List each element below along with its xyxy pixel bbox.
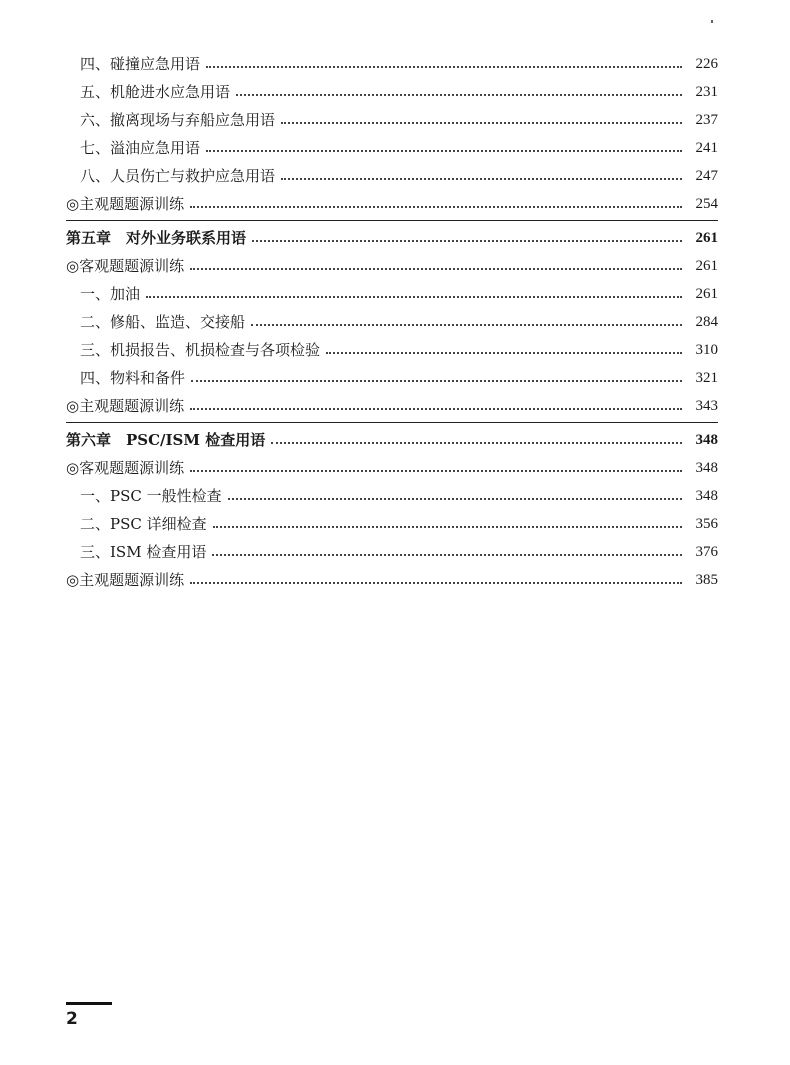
toc-entry-page: 310 (695, 342, 718, 358)
chapter-divider (66, 422, 718, 423)
toc-chapter-title: 第五章 对外业务联系用语 (66, 229, 247, 247)
dot-leader (190, 268, 682, 270)
dot-leader (212, 554, 682, 556)
dot-leader (228, 498, 682, 500)
toc-entry[interactable] (66, 106, 718, 134)
dot-leader (190, 582, 682, 584)
toc-entry-page: 241 (695, 140, 718, 156)
toc-entry-page: 226 (695, 56, 718, 72)
dot-leader (206, 150, 682, 152)
dot-leader (191, 380, 682, 382)
toc-entry[interactable] (66, 308, 718, 336)
toc-entry-page: 321 (695, 370, 718, 386)
toc-entry[interactable] (66, 482, 718, 510)
toc-entry-title: 四、物料和备件 (80, 369, 186, 387)
dot-leader (190, 470, 682, 472)
toc-section-title: ◎主观题题源训练 (66, 195, 185, 213)
toc-entry-title: 五、机舱进水应急用语 (80, 83, 231, 101)
toc-entry-title: 六、撤离现场与弃船应急用语 (80, 111, 276, 129)
toc-entry-page: 376 (695, 544, 718, 560)
toc-section[interactable] (66, 252, 718, 280)
toc-entry-page: 261 (695, 286, 718, 302)
toc-section-page: 343 (695, 398, 718, 414)
toc-entry-title: 三、机损报告、机损检查与各项检验 (80, 341, 321, 359)
dot-leader (213, 526, 682, 528)
toc-section-title: ◎主观题题源训练 (66, 397, 185, 415)
toc-entry-page: 284 (695, 314, 718, 330)
toc-entry[interactable] (66, 50, 718, 78)
dot-leader (252, 240, 682, 242)
toc-entry-page: 348 (695, 488, 718, 504)
toc-entry-title: 三、ISM 检查用语 (80, 543, 207, 561)
dot-leader (190, 206, 682, 208)
scan-speck (711, 20, 713, 23)
toc-entry[interactable] (66, 78, 718, 106)
toc-section-page: 348 (695, 460, 718, 476)
toc-entry-page: 356 (695, 516, 718, 532)
toc-section-title: ◎客观题题源训练 (66, 257, 185, 275)
toc-section-page: 261 (695, 258, 718, 274)
toc-section[interactable] (66, 454, 718, 482)
toc-entry-title: 七、溢油应急用语 (80, 139, 201, 157)
dot-leader (271, 442, 682, 444)
toc-entry-title: 二、修船、监造、交接船 (80, 313, 246, 331)
toc-section-page: 385 (695, 572, 718, 588)
page-footer (66, 1002, 112, 1029)
toc-entry-title: 八、人员伤亡与救护应急用语 (80, 167, 276, 185)
toc-entry[interactable] (66, 280, 718, 308)
toc-chapter-page: 261 (695, 230, 718, 246)
toc-section-title: ◎主观题题源训练 (66, 571, 185, 589)
dot-leader (281, 122, 682, 124)
chapter-divider (66, 220, 718, 221)
toc-section[interactable] (66, 190, 718, 218)
toc-section[interactable] (66, 566, 718, 594)
toc-entry[interactable] (66, 364, 718, 392)
toc-entry-title: 一、加油 (80, 285, 141, 303)
toc-entry[interactable] (66, 162, 718, 190)
toc-section-page: 254 (695, 196, 718, 212)
dot-leader (326, 352, 682, 354)
toc-section[interactable] (66, 392, 718, 420)
dot-leader (251, 324, 682, 326)
toc-entry[interactable] (66, 538, 718, 566)
toc-chapter-6[interactable] (66, 426, 718, 454)
toc-entry-page: 247 (695, 168, 718, 184)
toc-entry-title: 二、PSC 详细检查 (80, 515, 207, 533)
toc-entry[interactable] (66, 336, 718, 364)
dot-leader (146, 296, 682, 298)
dot-leader (236, 94, 682, 96)
toc-chapter-page: 348 (695, 432, 718, 448)
dot-leader (281, 178, 682, 180)
dot-leader (190, 408, 682, 410)
dot-leader (206, 66, 682, 68)
page-number: 2 (66, 1009, 78, 1029)
toc-entry-title: 四、碰撞应急用语 (80, 55, 201, 73)
toc-chapter-5[interactable] (66, 224, 718, 252)
toc-entry-title: 一、PSC 一般性检查 (80, 487, 222, 505)
table-of-contents (66, 50, 718, 594)
toc-chapter-title: 第六章 PSC/ISM 检查用语 (66, 431, 266, 449)
toc-entry[interactable] (66, 134, 718, 162)
toc-section-title: ◎客观题题源训练 (66, 459, 185, 477)
toc-entry-page: 231 (695, 84, 718, 100)
toc-entry[interactable] (66, 510, 718, 538)
footer-rule (66, 1002, 112, 1005)
toc-entry-page: 237 (695, 112, 718, 128)
